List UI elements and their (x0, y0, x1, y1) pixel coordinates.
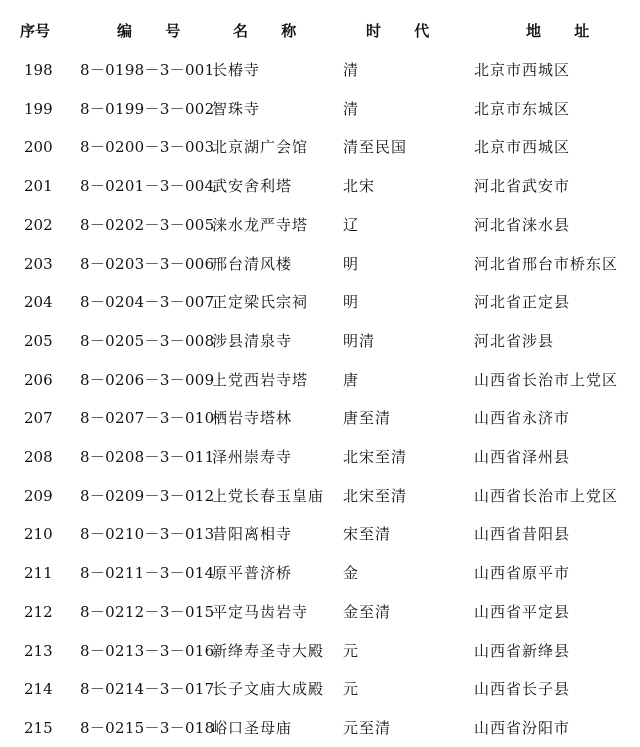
cell-code: 8－0205－3－008 (80, 331, 215, 350)
cell-index: 202 (24, 215, 53, 234)
table-row (0, 399, 640, 437)
cell-address: 山西省平定县 (474, 602, 571, 621)
cell-name: 新绛寿圣寺大殿 (212, 641, 325, 660)
cell-index: 211 (24, 564, 53, 583)
table-row (0, 322, 640, 360)
cell-era: 清 (343, 99, 360, 118)
cell-name: 上党西岩寺塔 (212, 370, 309, 389)
cell-code: 8－0202－3－005 (80, 215, 215, 234)
header-index: 序号 (20, 22, 51, 40)
cell-era: 金至清 (343, 602, 392, 621)
header-code: 编 号 (117, 22, 195, 40)
cell-name: 昔阳离相寺 (212, 525, 293, 544)
cell-name: 邢台清风楼 (212, 254, 293, 273)
cell-address: 北京市东城区 (474, 99, 571, 118)
cell-address: 山西省汾阳市 (474, 718, 571, 737)
table-row (0, 90, 640, 128)
cell-address: 山西省永济市 (474, 409, 571, 428)
table-row (0, 283, 640, 321)
cell-index: 209 (24, 486, 53, 505)
table-header (0, 12, 640, 50)
cell-index: 215 (24, 718, 53, 737)
cell-code: 8－0207－3－010 (80, 409, 215, 428)
cell-code: 8－0215－3－018 (80, 718, 215, 737)
cell-index: 213 (24, 641, 53, 660)
cell-era: 明清 (343, 331, 376, 350)
cell-code: 8－0209－3－012 (80, 486, 215, 505)
cell-index: 200 (24, 138, 53, 157)
cell-address: 北京市西城区 (474, 138, 571, 157)
cell-code: 8－0199－3－002 (80, 99, 215, 118)
cell-name: 泽州崇寿寺 (212, 448, 293, 466)
cell-index: 198 (24, 61, 53, 79)
cell-era: 金 (343, 564, 360, 583)
cell-code: 8－0204－3－007 (80, 293, 215, 312)
cell-index: 208 (24, 448, 53, 466)
cell-era: 北宋 (343, 177, 376, 196)
cell-code: 8－0210－3－013 (80, 525, 215, 544)
table-row (0, 128, 640, 166)
cell-name: 长椿寺 (212, 61, 261, 79)
cell-name: 峪口圣母庙 (212, 718, 293, 737)
cell-name: 武安舍利塔 (212, 177, 293, 196)
table-row (0, 167, 640, 205)
cell-name: 智珠寺 (212, 99, 261, 118)
table-row (0, 709, 640, 747)
table-row (0, 670, 640, 708)
cell-code: 8－0200－3－003 (80, 138, 215, 157)
table-row (0, 593, 640, 631)
cell-name: 北京湖广会馆 (212, 138, 309, 157)
table-row (0, 632, 640, 670)
cell-address: 山西省长子县 (474, 680, 571, 699)
cell-index: 201 (24, 177, 53, 196)
cell-code: 8－0214－3－017 (80, 680, 215, 699)
table-row (0, 245, 640, 283)
cell-era: 元 (343, 680, 360, 699)
cell-era: 辽 (343, 215, 360, 234)
cell-address: 河北省邢台市桥东区 (474, 254, 619, 273)
cell-address: 河北省武安市 (474, 177, 571, 196)
cell-address: 山西省长治市上党区 (474, 486, 619, 505)
table-row (0, 206, 640, 244)
cell-index: 206 (24, 370, 53, 389)
cell-name: 栖岩寺塔林 (212, 409, 293, 428)
cell-index: 207 (24, 409, 53, 428)
cell-address: 山西省新绛县 (474, 641, 571, 660)
cell-era: 北宋至清 (343, 448, 408, 466)
table-row (0, 477, 640, 515)
cell-era: 唐至清 (343, 409, 392, 428)
cell-name: 上党长春玉皇庙 (212, 486, 325, 505)
cell-index: 212 (24, 602, 53, 621)
cell-index: 205 (24, 331, 53, 350)
table-row (0, 438, 640, 476)
cell-name: 正定梁氏宗祠 (212, 293, 309, 312)
cell-era: 宋至清 (343, 525, 392, 544)
cell-address: 山西省长治市上党区 (474, 370, 619, 389)
cell-era: 元至清 (343, 718, 392, 737)
cell-era: 清至民国 (343, 138, 408, 157)
cell-name: 原平普济桥 (212, 564, 293, 583)
cell-address: 山西省昔阳县 (474, 525, 571, 544)
header-address: 地 址 (526, 22, 604, 40)
cell-index: 199 (24, 99, 53, 118)
cell-code: 8－0201－3－004 (80, 177, 215, 196)
cell-address: 河北省涉县 (474, 331, 555, 350)
cell-code: 8－0208－3－011 (80, 448, 215, 466)
cell-code: 8－0206－3－009 (80, 370, 215, 389)
cell-era: 元 (343, 641, 360, 660)
cell-index: 203 (24, 254, 53, 273)
cell-address: 河北省正定县 (474, 293, 571, 312)
cell-code: 8－0198－3－001 (80, 61, 215, 79)
table-row (0, 515, 640, 553)
table-row (0, 554, 640, 592)
cell-index: 214 (24, 680, 53, 699)
cell-index: 204 (24, 293, 53, 312)
cell-era: 北宋至清 (343, 486, 408, 505)
cell-name: 平定马齿岩寺 (212, 602, 309, 621)
cell-code: 8－0211－3－014 (80, 564, 215, 583)
cell-address: 北京市西城区 (474, 61, 571, 79)
cell-name: 涉县清泉寺 (212, 331, 293, 350)
cell-name: 长子文庙大成殿 (212, 680, 325, 699)
cell-address: 山西省泽州县 (474, 448, 571, 466)
cell-code: 8－0203－3－006 (80, 254, 215, 273)
cell-era: 明 (343, 254, 360, 273)
cell-index: 210 (24, 525, 53, 544)
cell-address: 山西省原平市 (474, 564, 571, 583)
header-name: 名 称 (233, 22, 311, 40)
cell-era: 清 (343, 61, 360, 79)
cell-code: 8－0212－3－015 (80, 602, 215, 621)
table-row (0, 51, 640, 89)
cell-name: 涞水龙严寺塔 (212, 215, 309, 234)
header-era: 时 代 (366, 22, 444, 40)
table-row (0, 361, 640, 399)
cell-code: 8－0213－3－016 (80, 641, 215, 660)
cell-era: 唐 (343, 370, 360, 389)
cell-era: 明 (343, 293, 360, 312)
cell-address: 河北省涞水县 (474, 215, 571, 234)
